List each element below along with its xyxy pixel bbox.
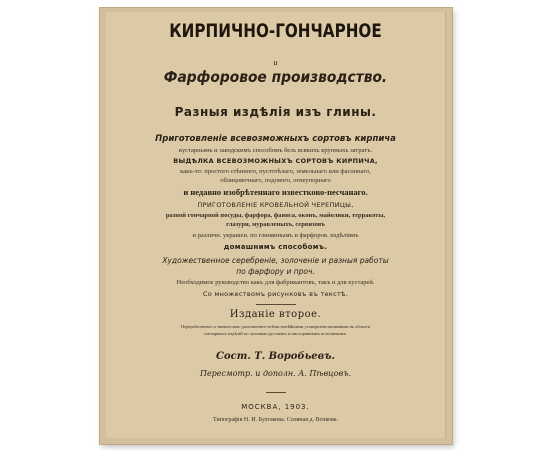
title-page <box>106 12 446 438</box>
section2-line2: глазури, муравленыхъ, сервизовъ <box>226 221 325 228</box>
fine-print-line2: гончарныхъ издѣлій по лучшимъ русскимъ и иностраннымъ источникамъ. <box>204 331 347 336</box>
section3-line2: по фарфору и проч. <box>236 267 315 276</box>
section2-line3: и различн. украшен. по глиняннымъ и фарфоров. издѣліямъ <box>192 232 359 239</box>
editor-credit: Пересмотр. и дополн. А. Пѣвцовъ. <box>199 369 352 378</box>
fine-print-line1: Переработанное и значительно дополненное всѣми новѣйшими усовершенствованіями въ области <box>180 324 371 329</box>
main-title: КИРПИЧНО-ГОНЧАРНОЕ <box>169 20 382 42</box>
section1-caps: ВЫДѢЛКА ВСЕВОЗМОЖНЫХЪ СОРТОВЪ КИРПИЧА, <box>173 157 378 165</box>
section1-line3: облицовочнаго, подового, огнеупорнаго <box>220 177 331 184</box>
printer-credit: Типографія Н. И. Булгакова. Соляная д. Волкова. <box>212 417 339 423</box>
section1-line2: какъ-то: простого стѣнного, пустотѣлаго, земельнаго или фасоннаго, <box>180 168 371 175</box>
city-year: МОСКВА, 1903. <box>241 403 310 411</box>
book-cover <box>100 8 452 444</box>
section1-line1: кустарнымъ и заводскимъ способомъ безъ всякихъ крупныхъ затратъ. <box>178 147 373 154</box>
section3-illustrations: Со множествомъ рисунковъ въ текстѣ. <box>202 290 349 298</box>
section1-line4: и недавно изобрѣтеннаго известково-песчанаго. <box>183 187 368 197</box>
section3-line1: Художественное серебреніе, золоченіе и разныя работы <box>162 256 389 265</box>
section2-line1: разной гончарной посуды, фарфора, фаянса, оконъ, майолики, терракоты, <box>165 212 386 219</box>
section1-heading: Приготовленіе всевозможныхъ сортовъ кирпича <box>155 134 396 144</box>
second-title: Фарфоровое производство. <box>163 68 388 86</box>
edition-label: Изданіе второе. <box>229 309 322 320</box>
compiler-credit: Сост. Т. Воробьевъ. <box>216 351 335 362</box>
third-title: Разныя издѣлія изъ глины. <box>174 105 377 119</box>
divider-rule <box>256 304 296 305</box>
section3-line3: Необходимое руководство какъ для фабрикантовъ, такъ и для кустарей. <box>176 279 375 286</box>
divider-rule-small <box>266 392 286 393</box>
section2-method: домашнимъ способомъ. <box>223 243 328 251</box>
title-conjunction: и <box>273 58 278 67</box>
section2-caps: ПРИГОТОВЛЕНІЕ КРОВЕЛЬНОЙ ЧЕРЕПИЦЫ, <box>197 201 354 209</box>
